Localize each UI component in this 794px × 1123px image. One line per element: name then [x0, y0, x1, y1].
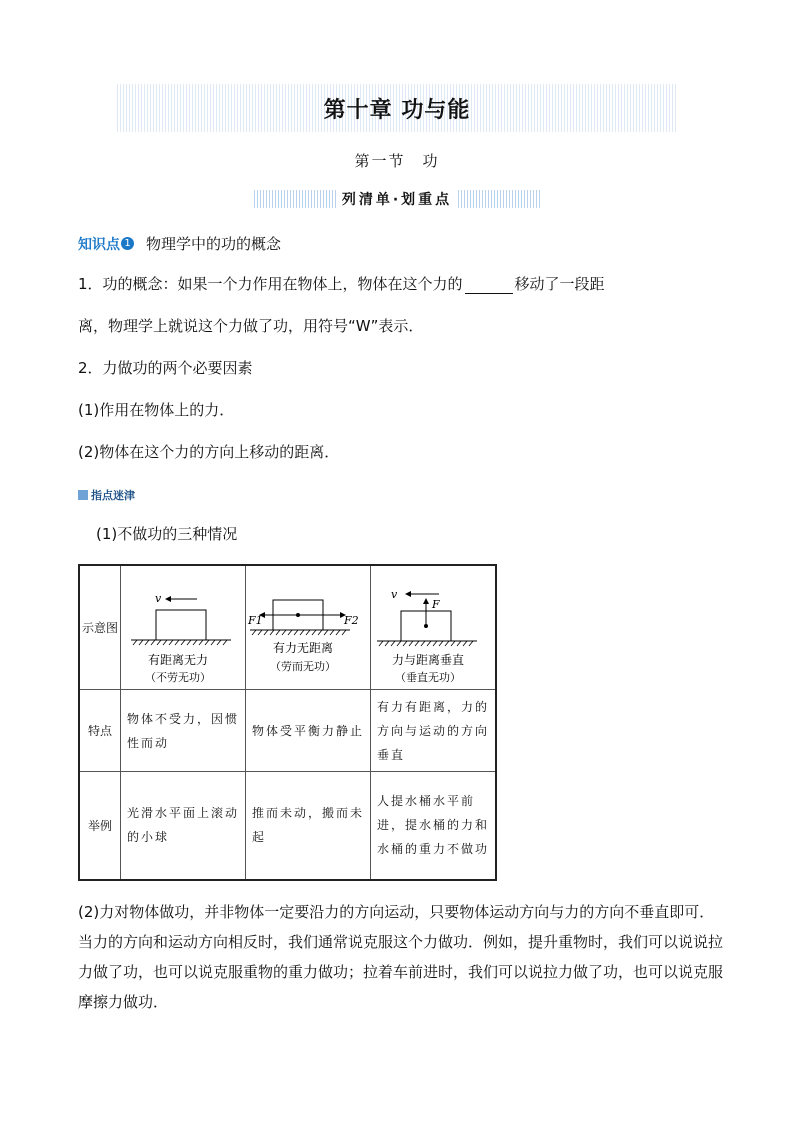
velocity-label: v — [155, 592, 162, 605]
velocity-arrow-head — [165, 596, 171, 602]
diagram-perpendicular — [371, 565, 497, 690]
knowledge-point-number: 1 — [121, 237, 134, 250]
diagram-no-distance-svg — [246, 566, 360, 686]
diagram-caption: 有力无距离 — [272, 641, 334, 655]
fill-in-blank[interactable] — [465, 277, 513, 294]
chapter-title: 第十章 功与能 — [323, 97, 471, 123]
knowledge-point-title: 物理学中的功的概念 — [146, 235, 282, 253]
diagram-no-force-svg — [121, 566, 235, 686]
force-arrow-head — [423, 598, 429, 604]
force-f1-label: F1 — [248, 614, 263, 627]
table-row-example — [79, 772, 496, 880]
velocity-label: v — [391, 588, 398, 601]
table-row-feature — [79, 690, 496, 772]
block — [156, 610, 206, 640]
key-points-banner — [254, 190, 540, 208]
row-header-diagram: 示意图 — [79, 565, 121, 690]
chapter-banner — [117, 84, 677, 132]
diagram-caption: 有距离无力 — [147, 653, 209, 667]
table-row-diagram — [79, 565, 496, 690]
force-f2-label: F2 — [344, 614, 359, 627]
feature-cell: 有力有距离，力的方向与运动的方向垂直 — [371, 690, 497, 772]
diagram-perpendicular-svg — [371, 566, 485, 686]
diagram-subcaption: （劳而无功） — [270, 660, 336, 673]
work-concept-line2: 离，物理学上就说这个力做了功，用符号“W”表示． — [78, 317, 424, 335]
row-header-example: 举例 — [79, 772, 121, 880]
knowledge-point-tag: 知识点 — [78, 236, 120, 253]
key-points-label: 列清单·划重点 — [336, 189, 458, 209]
diagram-caption: 力与距离垂直 — [391, 653, 465, 667]
feature-cell: 物体受平衡力静止 — [246, 690, 371, 772]
example-cell: 推而未动，搬而未起 — [246, 772, 371, 880]
two-factors-heading: 2．力做功的两个必要因素 — [78, 359, 253, 377]
section-title: 第一节 功 — [354, 152, 440, 170]
work-concept-text-b: 移动了一段距 — [514, 275, 605, 293]
tip-icon — [78, 490, 88, 500]
work-concept-text-a: 1．功的概念：如果一个力作用在物体上，物体在这个力的 — [78, 275, 463, 293]
no-work-table — [78, 564, 497, 881]
example-cell: 光滑水平面上滚动的小球 — [121, 772, 246, 880]
note-work-direction: (2)力对物体做功，并非物体一定要沿力的方向运动，只要物体运动方向与力的方向不垂直即可．当力的方向和运动方向相反时，我们通常说克服这个力做功．例如，提升重物时，我们可以说说拉力做了功，也可以说克服重物的重力做功；拉着车前进时，我们可以说拉力做了功，也可以说克服摩擦力做功． — [78, 903, 724, 1011]
diagram-subcaption: （不劳无功） — [145, 671, 211, 684]
tip-label: 指点迷津 — [91, 489, 135, 502]
diagram-no-force — [121, 565, 246, 690]
ground-hatch — [252, 630, 346, 635]
force-label: F — [432, 598, 440, 611]
no-work-cases-title: (1)不做功的三种情况 — [96, 525, 238, 543]
example-cell: 人提水桶水平前进，提水桶的力和水桶的重力不做功 — [371, 772, 497, 880]
velocity-arrow-head — [405, 591, 411, 597]
diagram-subcaption: （垂直无功） — [395, 671, 461, 684]
ground-hatch — [379, 641, 473, 646]
work-concept-line1 — [78, 274, 605, 294]
tip-heading — [78, 487, 135, 503]
factor-two: (2)物体在这个力的方向上移动的距离． — [78, 443, 340, 461]
feature-cell: 物体不受力，因惯性而动 — [121, 690, 246, 772]
knowledge-point-heading — [78, 233, 281, 254]
diagram-no-distance — [246, 565, 371, 690]
ground-hatch — [133, 640, 227, 645]
row-header-feature: 特点 — [79, 690, 121, 772]
factor-one: (1)作用在物体上的力． — [78, 401, 235, 419]
